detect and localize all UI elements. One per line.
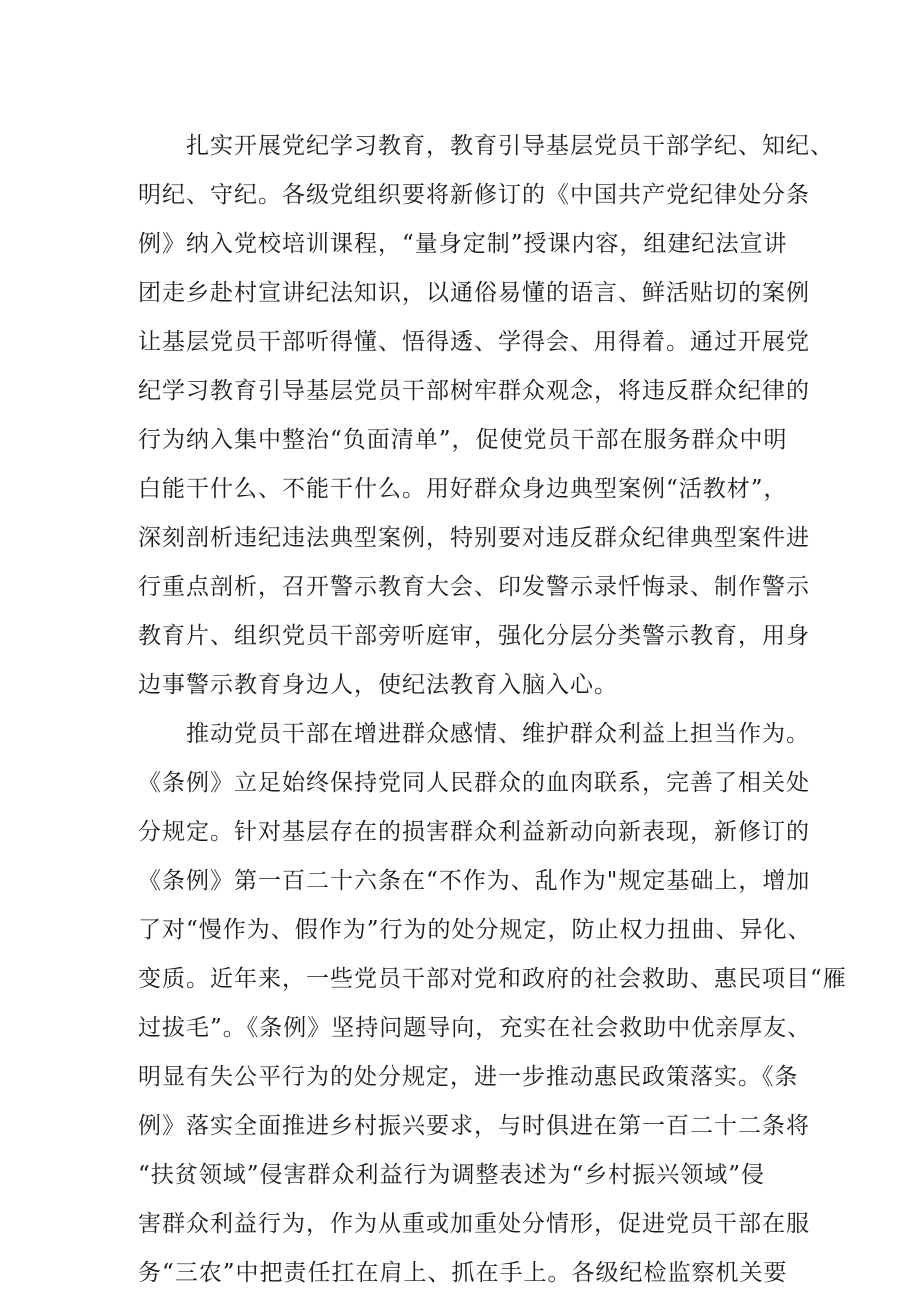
text-line: 过拔毛”。《条例》坚持问题导向，充实在社会救助中优亲厚友、: [138, 1015, 812, 1041]
paragraph-1: [138, 122, 834, 710]
text-line: 《条例》第一百二十六条在“不作为、乱作为"规定基础上，增加: [138, 868, 811, 894]
text-line: “扶贫领域”侵害群众利益行为调整表述为“乡村振兴领域”侵: [138, 1162, 766, 1188]
paragraph-2: [138, 710, 847, 1298]
text-line: 纪学习教育引导基层党员干部树牢群众观念，将违反群众纪律的: [138, 378, 810, 404]
text-line: 变质。近年来，一些党员干部对党和政府的社会救助、惠民项目“雁: [138, 966, 847, 992]
text-line: 务“三农”中把责任扛在肩上、抓在手上。各级纪检监察机关要: [138, 1260, 788, 1286]
text-line: 推动党员干部在增进群众感情、维护群众利益上担当作为。: [138, 721, 810, 747]
text-line: 明纪、守纪。各级党组织要将新修订的《中国共产党纪律处分条: [138, 182, 810, 208]
document-body: [138, 122, 847, 1298]
text-line: 教育片、组织党员干部旁听庭审，强化分层分类警示教育，用身: [138, 623, 810, 649]
text-line: 行为纳入集中整治“负面清单”，促使党员干部在服务群众中明: [138, 427, 788, 453]
text-line: 让基层党员干部听得懂、悟得透、学得会、用得着。通过开展党: [138, 329, 810, 355]
text-line: 扎实开展党纪学习教育，教育引导基层党员干部学纪、知纪、: [138, 133, 834, 159]
text-line: 分规定。针对基层存在的损害群众利益新动向新表现，新修订的: [138, 819, 810, 845]
text-line: 明显有失公平行为的处分规定，进一步推动惠民政策落实。《条: [138, 1064, 799, 1090]
text-line: 例》落实全面推进乡村振兴要求，与时俱进在第一百二十二条将: [138, 1113, 810, 1139]
text-line: 白能干什么、不能干什么。用好群众身边典型案例“活教材”，: [138, 476, 788, 502]
text-line: 害群众利益行为，作为从重或加重处分情形，促进党员干部在服: [138, 1211, 810, 1237]
text-line: 《条例》立足始终保持党同人民群众的血肉联系，完善了相关处: [138, 770, 810, 796]
text-line: 边事警示教育身边人，使纪法教育入脑入心。: [138, 672, 618, 698]
text-line: 团走乡赴村宣讲纪法知识，以通俗易懂的语言、鲜活贴切的案例: [138, 280, 810, 306]
text-line: 例》纳入党校培训课程，“量身定制”授课内容，组建纪法宣讲: [138, 231, 788, 257]
text-line: 行重点剖析，召开警示教育大会、印发警示录忏悔录、制作警示: [138, 574, 810, 600]
text-line: 深刻剖析违纪违法典型案例，特别要对违反群众纪律典型案件进: [138, 525, 810, 551]
text-line: 了对“慢作为、假作为”行为的处分规定，防止权力扭曲、异化、: [138, 917, 812, 943]
